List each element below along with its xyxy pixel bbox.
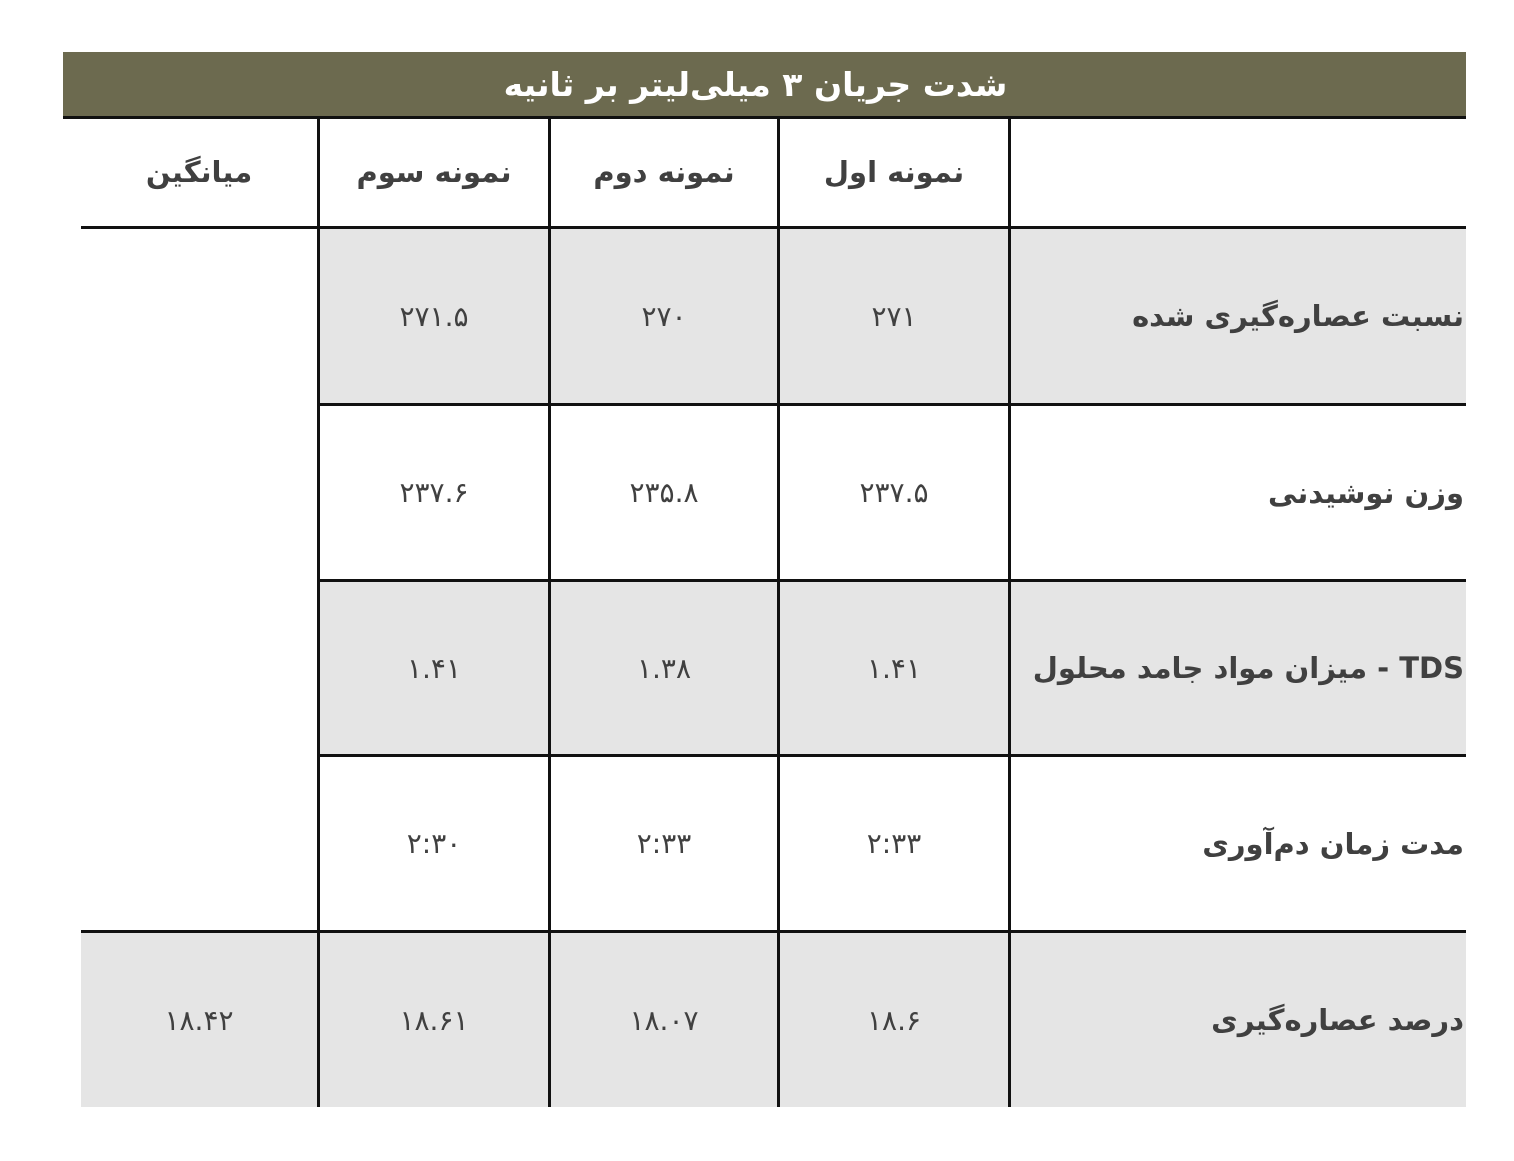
cell-r4-c3: ۲:۳۰ (406, 827, 462, 860)
cell-r5-average: ۱۸.۴۲ (164, 1003, 234, 1037)
cell-r4-c1: ۲:۳۳ (866, 827, 922, 860)
header-sample-1: نمونه اول (823, 155, 965, 189)
cell-r1-c3: ۲۷۱.۵ (399, 299, 469, 333)
row-label-tds: میزان مواد جامد محلول - TDS (1032, 651, 1464, 685)
header-empty (1010, 118, 1466, 226)
cell-r1-c1: ۲۷۱ (871, 299, 917, 333)
cell-r2-c3: ۲۳۷.۶ (399, 476, 469, 509)
cell-r3-c1: ۱.۴۱ (866, 651, 922, 685)
cell-r3-c2: ۱.۳۸ (636, 651, 692, 685)
header-average: میانگین (145, 155, 253, 189)
cell-r5-c3: ۱۸.۶۱ (399, 1003, 469, 1037)
header-sample-3: نمونه سوم (356, 155, 512, 189)
header-sample-2: نمونه دوم (593, 155, 735, 189)
row-label-beverage-weight: وزن نوشیدنی (1268, 475, 1464, 510)
row-label-extraction-ratio: نسبت عصاره‌گیری شده (1132, 299, 1464, 333)
cell-r5-c1: ۱۸.۶ (866, 1003, 922, 1037)
row-label-extraction-percent: درصد عصاره‌گیری (1211, 1003, 1464, 1037)
cell-r4-c2: ۲:۳۳ (636, 827, 692, 860)
cell-r5-c2: ۱۸.۰۷ (629, 1003, 699, 1037)
cell-r2-c1: ۲۳۷.۵ (859, 476, 929, 509)
table-title-text: شدت جریان ۳ میلی‌لیتر بر ثانیه (503, 64, 1008, 104)
cell-r1-c2: ۲۷۰ (641, 299, 687, 333)
row-label-brew-time: مدت زمان دم‌آوری (1202, 826, 1464, 861)
table-title (63, 52, 1466, 116)
cell-r2-c2: ۲۳۵.۸ (629, 476, 699, 509)
cell-r3-c3: ۱.۴۱ (406, 651, 462, 685)
